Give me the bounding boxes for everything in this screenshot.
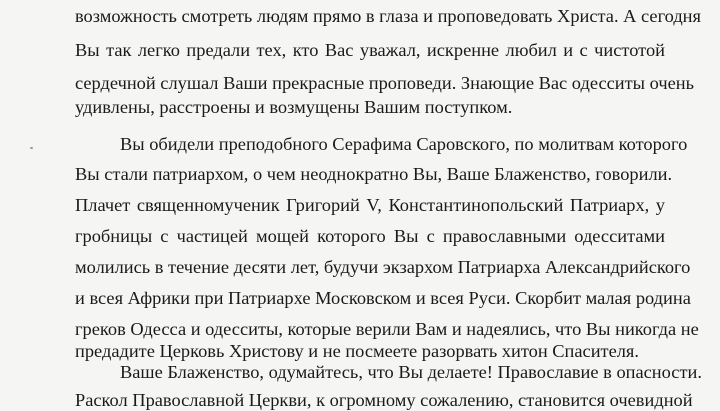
text-line: Вы так легко предали тех, кто Вас уважал, искренне любил и с чистотой xyxy=(75,40,665,60)
text-line: гробницы с частицей мощей которого Вы с православными одесситами xyxy=(75,226,665,246)
text-line: Раскол Православной Церкви, к огромному сожалению, становится очевидной xyxy=(75,390,693,410)
scan-speck xyxy=(30,147,33,149)
text-line: Ваше Блаженство, одумайтесь, что Вы делаете! Православие в опасности. xyxy=(120,362,702,382)
text-line: греков Одесса и одесситы, которые верили Вам и надеялись, что Вы никогда не xyxy=(75,319,699,339)
text-line: и всея Африки при Патриархе Московском и всея Руси. Скорбит малая родина xyxy=(75,288,691,308)
text-line: удивлены, расстроены и возмущены Вашим поступком. xyxy=(75,97,513,117)
text-line: сердечной слушал Ваши прекрасные проповеди. Знающие Вас одесситы очень xyxy=(75,73,694,93)
text-line: Вы стали патриархом, о чем неоднократно Вы, Ваше Блаженство, говорили. xyxy=(75,164,673,184)
text-line: Плачет священномученик Григорий V, Константинопольский Патриарх, у xyxy=(75,195,665,215)
text-line: предадите Церковь Христову и не посмеете разорвать хитон Спасителя. xyxy=(75,341,639,361)
text-line: Вы обидели преподобного Серафима Саровского, по молитвам которого xyxy=(120,134,688,154)
text-line: молились в течение десяти лет, будучи экзархом Патриарха Александрийского xyxy=(75,257,691,277)
text-line: возможность смотреть людям прямо в глаза и проповедовать Христа. А сегодня xyxy=(75,6,701,26)
